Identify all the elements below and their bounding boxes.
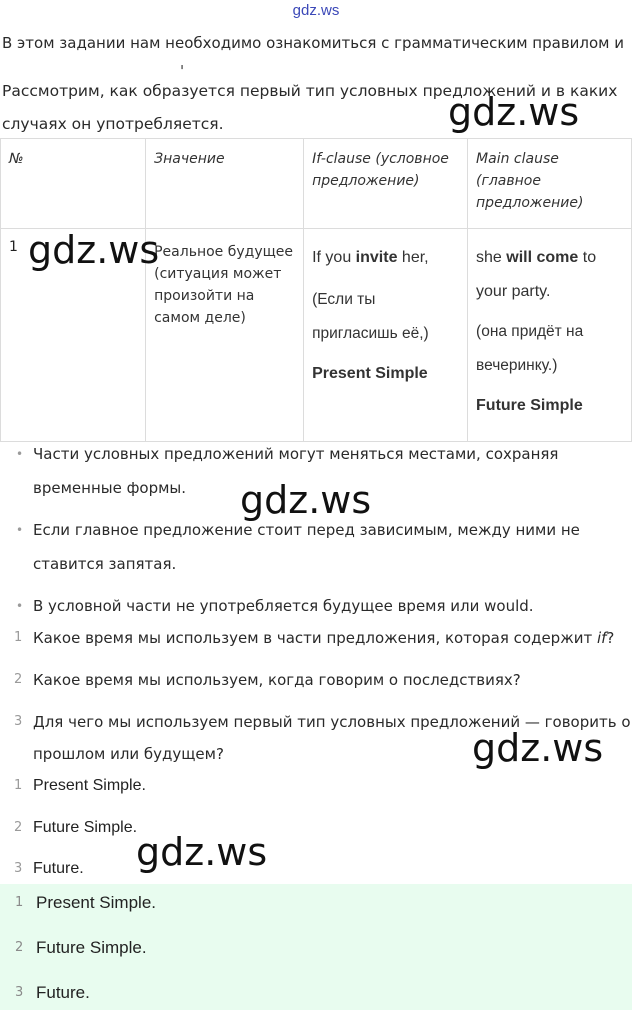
- header-meaning: Значение: [146, 139, 304, 229]
- watermark: gdz.ws: [448, 90, 580, 134]
- question-em: if: [596, 629, 607, 647]
- main-pre: she: [476, 249, 507, 266]
- main-tense: [476, 389, 623, 423]
- row-num: 1: [1, 229, 146, 442]
- answer-text: Present Simple.: [33, 777, 146, 794]
- answer-text: Present Simple.: [36, 893, 156, 912]
- question-end: ?: [606, 629, 615, 647]
- final-answer-box: [0, 884, 632, 1010]
- final-answer-item: [0, 887, 632, 932]
- header-main-clause: Main clause (главное предложение): [468, 139, 632, 229]
- if-tense-label: Present Simple: [312, 365, 428, 382]
- row-main-clause: [468, 229, 632, 442]
- question-item: [0, 664, 632, 696]
- answer-number: 1: [14, 778, 23, 793]
- answer-number: 2: [14, 819, 23, 835]
- watermark: gdz.ws: [472, 726, 604, 770]
- answer-number: 3: [15, 985, 24, 1000]
- intro-paragraph: Рассмотрим, как образуется первый тип условных предложений и в каких случаях он употребляется.: [2, 82, 618, 133]
- final-answer-item: [0, 932, 632, 977]
- answer-number: 1: [15, 895, 24, 910]
- row-if-clause: [304, 229, 468, 442]
- header-if-clause: If-clause (условное предложение): [304, 139, 468, 229]
- if-tense: [312, 357, 459, 391]
- main-tense-label: Future Simple: [476, 397, 583, 414]
- answer-number: 2: [15, 940, 24, 955]
- list-item: • Части условных предложений могут меняться местами, сохраняя временные формы.: [0, 437, 620, 505]
- answer-item: [0, 771, 146, 813]
- question-text: Для чего мы используем первый тип условных предложений — говорить о прошлом или будущем?: [33, 713, 631, 763]
- table-header-row: [1, 139, 632, 229]
- answers-list: [0, 771, 146, 896]
- answer-text: Future Simple.: [33, 818, 138, 836]
- question-text: Какое время мы используем, когда говорим о последствиях?: [33, 671, 521, 689]
- main-verb: will come: [506, 249, 579, 266]
- watermark: gdz.ws: [28, 228, 160, 272]
- notes-list: [0, 437, 620, 631]
- if-pre: If you: [312, 249, 356, 266]
- intro-line: В этом задании нам необходимо ознакомиться с грамматическим правилом и: [2, 34, 625, 52]
- answer-text: Future Simple.: [36, 938, 147, 957]
- grammar-table: [0, 138, 632, 442]
- final-answer-item: [0, 977, 632, 1022]
- question-number: 1: [14, 630, 23, 645]
- question-item: [0, 622, 632, 654]
- question-text: Какое время мы используем в части предложения, которая содержит: [33, 629, 597, 647]
- watermark: gdz.ws: [136, 830, 268, 874]
- main-example: [476, 241, 623, 309]
- question-number: 3: [14, 714, 23, 729]
- if-verb: invite: [355, 249, 398, 266]
- intro-cut-line: ': [180, 62, 185, 80]
- watermark: gdz.ws: [240, 478, 372, 522]
- list-item: • В условной части не употребляется будущее время или would.: [0, 589, 620, 623]
- main-post: to your party.: [476, 249, 597, 300]
- answer-text: Future.: [33, 860, 84, 877]
- main-translation: (она придёт на вечеринку.): [476, 323, 584, 374]
- final-answers-list: [0, 884, 632, 1022]
- if-post: her,: [397, 249, 429, 266]
- answer-text: Future.: [36, 983, 90, 1002]
- if-translation: (Если ты пригласишь её,): [312, 291, 429, 342]
- question-number: 2: [14, 672, 23, 687]
- if-example: [312, 241, 459, 275]
- site-header-link[interactable]: gdz.ws: [292, 2, 340, 19]
- answer-item: [0, 813, 146, 855]
- list-item: • Если главное предложение стоит перед зависимым, между ними не ставится запятая.: [0, 513, 620, 581]
- answer-number: 3: [14, 861, 23, 876]
- row-meaning: Реальное будущее (ситуация может произойти на самом деле): [146, 229, 304, 442]
- header-num: №: [1, 139, 146, 229]
